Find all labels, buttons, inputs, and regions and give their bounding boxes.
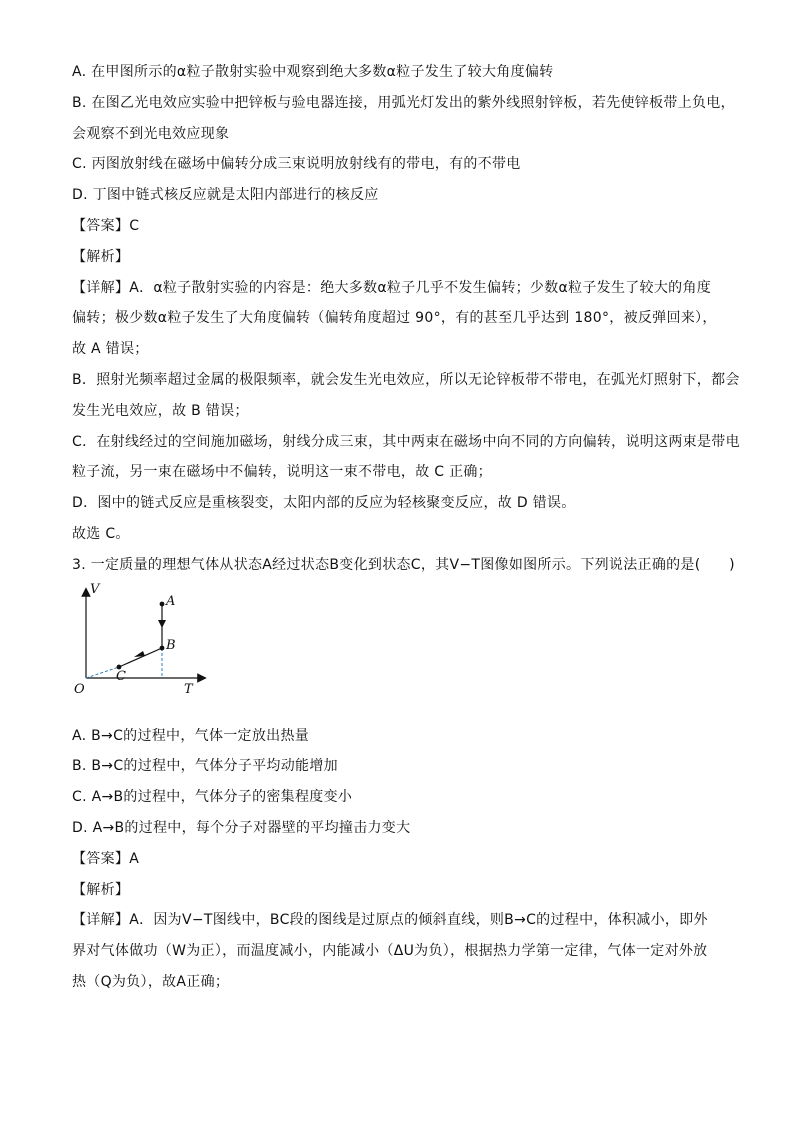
- vt-diagram: [72, 581, 222, 706]
- q2-conclusion: 故选 C。: [72, 525, 130, 542]
- q2-detail-line: B．照射光频率超过金属的极限频率，就会发生光电效应，所以无论锌板带不带电，在弧光灯照射下，都会: [72, 371, 740, 388]
- q2-option-b-line-2: 会观察不到光电效应现象: [72, 125, 230, 142]
- q3-stem: 3. 一定质量的理想气体从状态A经过状态B变化到状态C，其V−T图像如图所示。下列说法正确的是( ): [72, 556, 735, 573]
- q2-analysis-title: 【解析】: [72, 248, 130, 265]
- q2-option-c: C. 丙图放射线在磁场中偏转分成三束说明放射线有的带电，有的不带电: [72, 156, 521, 173]
- q2-detail-line: 【详解】A．α粒子散射实验的内容是：绝大多数α粒子几乎不发生偏转；少数α粒子发生了较大的角度: [72, 279, 712, 296]
- q2-detail-line: D．图中的链式反应是重核裂变，太阳内部的反应为轻核聚变反应，故 D 错误。: [72, 495, 576, 512]
- q2-detail-line: C．在射线经过的空间施加磁场，射线分成三束，其中两束在磁场中向不同的方向偏转，说明这两束是带电: [72, 433, 740, 450]
- q2-detail: [72, 278, 740, 514]
- origin-to-c-dashed-line: [86, 667, 119, 678]
- q3-option-a: A. B→C的过程中，气体一定放出热量: [72, 727, 310, 744]
- q2-answer: 【答案】C: [72, 217, 140, 234]
- document-page: [72, 62, 740, 1003]
- t-axis-label: T: [184, 681, 193, 697]
- q3-option-b: B. B→C的过程中，气体分子平均动能增加: [72, 758, 338, 775]
- q3-detail-line: 界对气体做功（W为正），而温度减小，内能减小（ΔU为负），根据热力学第一定律，气体一定对外放: [72, 943, 708, 960]
- v-axis-label: V: [90, 581, 100, 597]
- q2-detail-line: 发生光电效应，故 B 错误；: [72, 402, 249, 419]
- q3-detail-line: 热（Q为负），故A正确；: [72, 973, 230, 990]
- q3-option-d: D. A→B的过程中，每个分子对器壁的平均撞击力变大: [72, 819, 411, 836]
- q2-option-d: D. 丁图中链式核反应就是太阳内部进行的核反应: [72, 187, 379, 204]
- point-a-label: A: [166, 593, 176, 609]
- q3-detail: [72, 910, 732, 992]
- segment-b-c: [119, 648, 162, 667]
- q2-option-b-line-1: B. 在图乙光电效应实验中把锌板与验电器连接，用弧光灯发出的紫外线照射锌板，若先使锌板带上负电，: [72, 94, 735, 111]
- q3-answer: 【答案】A: [72, 850, 140, 867]
- q3-option-c: C. A→B的过程中，气体分子的密集程度变小: [72, 789, 353, 806]
- arrow-a-b: [158, 620, 166, 628]
- arrow-b-c: [134, 651, 145, 657]
- point-a: [160, 601, 165, 606]
- q2-detail-line: 粒子流，另一束在磁场中不偏转，说明这一束不带电，故 C 正确；: [72, 464, 492, 481]
- q2-option-b: [72, 93, 735, 144]
- q3-detail-line: 【详解】A．因为V−T图线中，BC段的图线是过原点的倾斜直线，则B→C的过程中，体积减小，即外: [72, 912, 708, 929]
- q3-analysis-title: 【解析】: [72, 881, 130, 898]
- q2-detail-line: 偏转；极少数α粒子发生了大角度偏转（偏转角度超过 90°，有的甚至几乎达到 180°，被反弹回来），: [72, 310, 717, 327]
- point-b: [160, 645, 165, 650]
- point-c-label: C: [116, 668, 126, 684]
- vt-diagram-svg: [72, 586, 222, 706]
- point-b-label: B: [166, 637, 176, 653]
- q2-option-a: A. 在甲图所示的α粒子散射实验中观察到绝大多数α粒子发生了较大角度偏转: [72, 64, 554, 80]
- q2-detail-line: 故 A 错误；: [72, 341, 149, 358]
- origin-label: O: [74, 681, 85, 697]
